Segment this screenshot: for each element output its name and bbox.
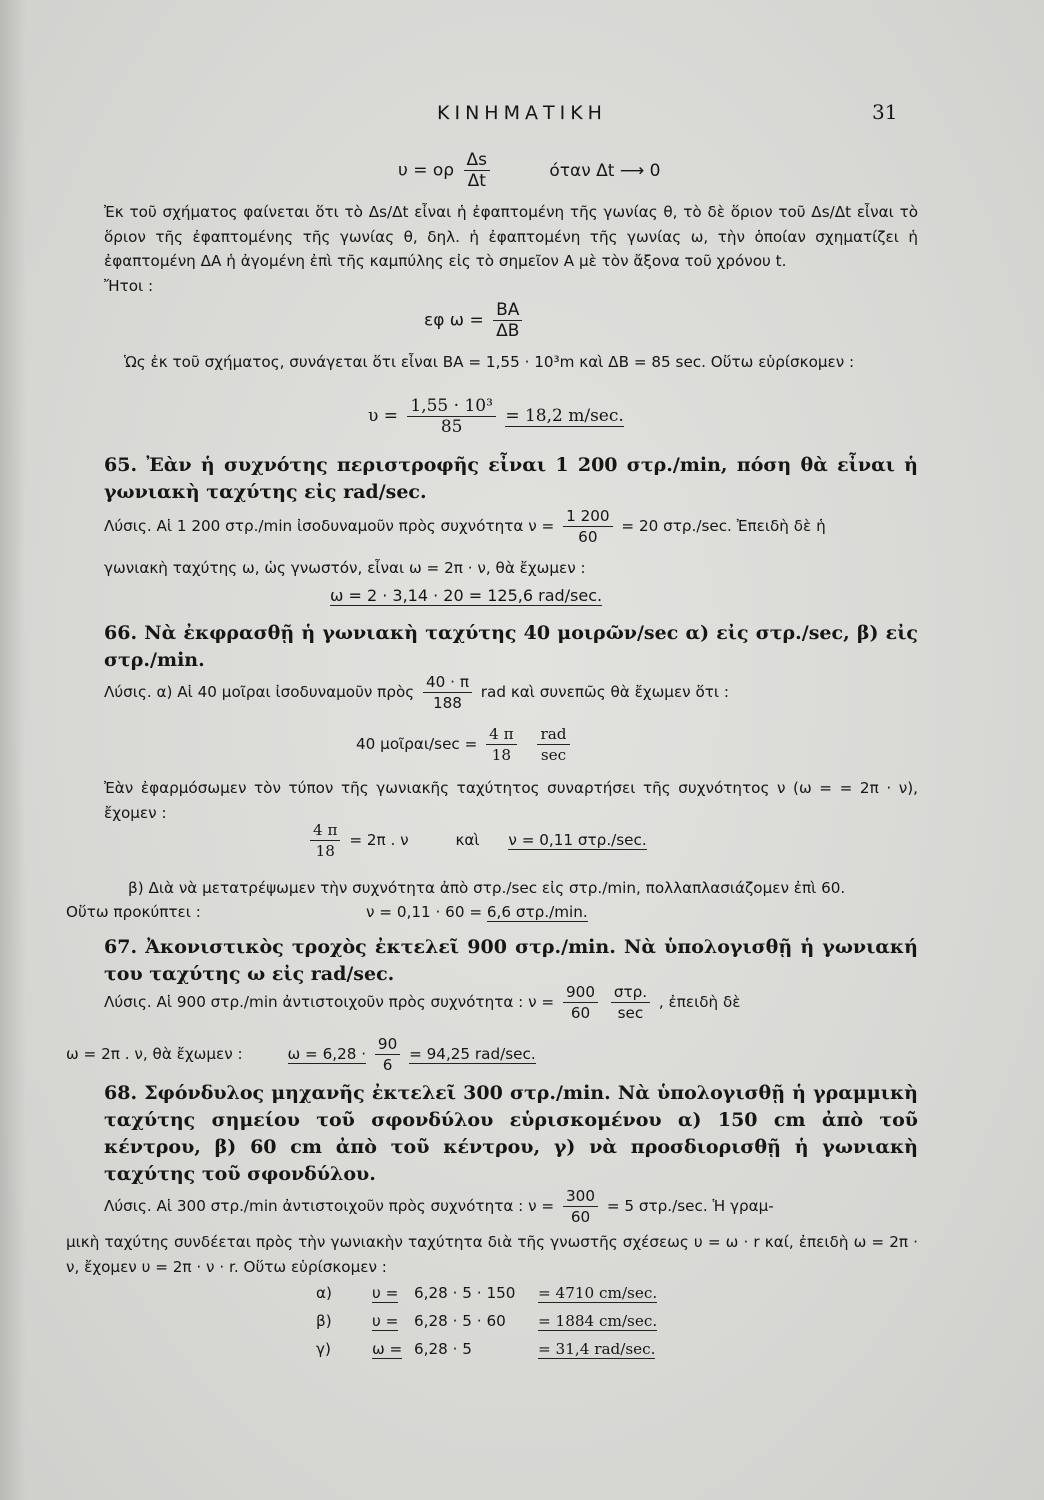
unit-numerator: στρ. bbox=[613, 983, 648, 1001]
problem-65-result: ω = 2 · 3,14 · 20 = 125,6 rad/sec. bbox=[330, 586, 603, 605]
fraction-numerator: 1 200 bbox=[566, 507, 610, 525]
result-lhs: ω = bbox=[372, 1340, 403, 1358]
fraction-numerator: 90 bbox=[377, 1035, 398, 1053]
paragraph-tangent: Ἐκ τοῦ σχήματος φαίνεται ὅτι τὸ Δs/Δt εἶναι ἡ ἐφαπτομένη τῆς γωνίας θ, τὸ δὲ ὅριον τοῦ Δs/Δt εἶναι τὸ ὅριον τῆς ἐφαπτομένης τῆς γωνίας θ, δηλ. ἡ ἐφαπτομένη τῆς γωνίας ω, τὴν ὁποίαν σχηματίζει ἡ ἐφαπτομένη ΔΑ ἡ ἀγομένη ἐπὶ τῆς καμπύλης εἰς τὸ σημεῖον Α μὲ τὸν ἄξονα τοῦ χρόνου t. bbox=[104, 203, 918, 270]
problem-65-title: 65. Ἐὰν ἡ συχνότης περιστροφῆς εἶναι 1 200 στρ./min, πόση θὰ εἶναι ἡ γωνιακὴ ταχύτης εἰς rad/sec. bbox=[104, 454, 918, 503]
problem-66-beta-text: β) Διὰ νὰ μετατρέψωμεν τὴν συχνότητα ἀπὸ στρ./sec εἰς στρ./min, πολλαπλασιάζομεν ἐπὶ 60. bbox=[128, 879, 846, 897]
angular-fraction bbox=[310, 820, 340, 861]
fraction-numerator: 1,55 · 10³ bbox=[410, 396, 493, 416]
problem-66-apply-formula: Ἐὰν ἐφαρμόσωμεν τὸν τύπον τῆς γωνιακῆς ταχύτητος συναρτήσει τῆς συχνότητος ν (ω = = 2π · ν), ἔχομεν : bbox=[104, 779, 918, 822]
unit-numerator: rad bbox=[540, 725, 567, 743]
problem-68-title: 68. Σφόνδυλος μηχανῆς ἐκτελεῖ 300 στρ./min. Νὰ ὑπολογισθῇ ἡ γραμμικὴ ταχύτης σημείου τοῦ σφονδύλου εὑρισκομένου α) 150 cm ἀπὸ τοῦ κέντρου, β) 60 cm ἀπὸ τοῦ κέντρου, γ) νὰ προσδιορισθῇ ἡ γωνιακὴ ταχύτης τοῦ σφονδύλου. bbox=[104, 1082, 918, 1185]
beta-expression: ν = 0,11 · 60 = bbox=[366, 903, 483, 921]
problem-66-beta-result bbox=[366, 900, 588, 925]
result-expression: 6,28 · 5 · 60 bbox=[414, 1312, 506, 1330]
fraction-numerator: ΒΑ bbox=[496, 300, 520, 320]
fraction-denominator: 85 bbox=[407, 416, 496, 437]
problem-68-solution-line bbox=[104, 1186, 774, 1227]
solution-text: Λύσις. Αἱ 300 στρ./min ἀντιστοιχοῦν πρὸς συχνότητα : ν = bbox=[104, 1197, 555, 1215]
fraction-denominator: 60 bbox=[563, 1206, 598, 1227]
frequency-fraction bbox=[563, 506, 612, 547]
page-edge-shadow bbox=[0, 0, 26, 1500]
problem-67-solution-line bbox=[104, 982, 741, 1023]
problem-66-solution-line bbox=[104, 672, 729, 713]
rev-per-sec-unit bbox=[611, 982, 650, 1023]
frequency-result: ν = 0,11 στρ./sec. bbox=[508, 831, 647, 849]
running-title: ΚΙΝΗΜΑΤΙΚΗ bbox=[437, 102, 607, 124]
fraction-numerator: 4 π bbox=[313, 821, 338, 839]
solution-text: Λύσις. Αἱ 900 στρ./min ἀντιστοιχοῦν πρὸς συχνότητα : ν = bbox=[104, 993, 555, 1011]
eq-lhs: υ = bbox=[368, 406, 398, 426]
result-expression: 6,28 · 5 · 150 bbox=[414, 1284, 516, 1302]
result-value: = 4710 cm/sec. bbox=[538, 1284, 658, 1302]
limit-condition: όταν Δt ⟶ 0 bbox=[549, 160, 661, 181]
velocity-result-equation bbox=[368, 396, 624, 437]
eq-middle: = 2π . ν bbox=[349, 831, 409, 849]
solution-text: = 5 στρ./sec. Ἡ γραμ- bbox=[606, 1197, 774, 1215]
problem-66-title: 66. Νὰ ἐκφρασθῇ ἡ γωνιακὴ ταχύτης 40 μοιρῶν/sec α) εἰς στρ./sec, β) εἰς στρ./min. bbox=[104, 622, 918, 671]
result-lhs: υ = bbox=[372, 1284, 399, 1302]
fraction-denominator: 60 bbox=[563, 526, 612, 547]
angular-velocity-result: = 94,25 rad/sec. bbox=[409, 1045, 536, 1063]
fraction-denominator: 6 bbox=[375, 1054, 400, 1075]
tangent-equation bbox=[424, 300, 526, 341]
velocity-result: = 18,2 m/sec. bbox=[505, 406, 624, 426]
fraction-denominator: 188 bbox=[423, 692, 472, 713]
ba-db-fraction bbox=[493, 300, 522, 341]
solution-text: Λύσις. α) Αἱ 40 μοῖραι ἰσοδυναμοῦν πρὸς bbox=[104, 683, 415, 701]
paragraph-itoi: Ἤτοι : bbox=[104, 277, 154, 295]
ninety-sixth-fraction bbox=[375, 1034, 400, 1075]
ds-dt-fraction bbox=[464, 150, 491, 191]
velocity-limit-equation bbox=[398, 150, 660, 191]
frequency-fraction bbox=[563, 982, 598, 1023]
degrees-fraction bbox=[423, 672, 472, 713]
problem-66-degrees-equation bbox=[356, 724, 574, 765]
unit-denominator: sec bbox=[537, 744, 569, 765]
problem-65-angular-line: γωνιακὴ ταχύτης ω, ὡς γνωστόν, εἶναι ω = 2π · ν, θὰ ἔχωμεν : bbox=[104, 559, 586, 577]
result-value: = 31,4 rad/sec. bbox=[538, 1340, 656, 1358]
solution-text: Λύσις. Αἱ 1 200 στρ./min ἰσοδυναμοῦν πρὸς συχνότητα ν = bbox=[104, 517, 555, 535]
solution-text: , ἐπειδὴ δὲ bbox=[658, 993, 741, 1011]
fraction-denominator: 18 bbox=[486, 744, 516, 765]
fraction-denominator: ΔΒ bbox=[493, 320, 522, 341]
result-lhs: υ = bbox=[372, 1312, 399, 1330]
eq-lhs: εφ ω = bbox=[424, 310, 484, 331]
eq-lhs: ω = 6,28 · bbox=[287, 1045, 367, 1063]
fraction-denominator: 60 bbox=[563, 1002, 598, 1023]
page-number: 31 bbox=[872, 100, 898, 124]
solution-text: ω = 2π . ν, θὰ ἔχωμεν : bbox=[66, 1045, 243, 1063]
velocity-fraction bbox=[407, 396, 496, 437]
frequency-fraction bbox=[563, 1186, 598, 1227]
unit-denominator: sec bbox=[611, 1002, 650, 1023]
eq-lhs: 40 μοῖραι/sec = bbox=[356, 735, 478, 753]
solution-text: rad καὶ συνεπῶς θὰ ἔχωμεν ὅτι : bbox=[480, 683, 729, 701]
rad-per-sec-unit bbox=[537, 724, 569, 765]
result-label: α) bbox=[316, 1284, 332, 1302]
problem-65-solution-line bbox=[104, 506, 826, 547]
paragraph-figure-values: Ὡς ἐκ τοῦ σχήματος, συνάγεται ὅτι εἶναι ΒΑ = 1,55 · 10³m καὶ ΔΒ = 85 sec. Οὕτω εὑρίσκομεν : bbox=[124, 353, 855, 371]
conjunction: καὶ bbox=[455, 831, 480, 849]
solution-text: = 20 στρ./sec. Ἐπειδὴ δὲ ἡ bbox=[621, 517, 826, 535]
fraction-numerator: 40 · π bbox=[426, 673, 469, 691]
fraction-numerator: 900 bbox=[566, 983, 595, 1001]
fraction-denominator: 18 bbox=[310, 840, 340, 861]
fraction-numerator: 4 π bbox=[489, 725, 514, 743]
problem-66-beta-line: Οὕτω προκύπτει : bbox=[66, 903, 201, 921]
beta-result: 6,6 στρ./min. bbox=[486, 903, 588, 921]
result-label: γ) bbox=[316, 1340, 331, 1358]
problem-67-title: 67. Ἀκονιστικὸς τροχὸς ἐκτελεῖ 900 στρ./min. Νὰ ὑπολογισθῇ ἡ γωνιακή του ταχύτης ω εἰς rad/sec. bbox=[104, 936, 918, 985]
problem-68-relation-text: μικὴ ταχύτης συνδέεται πρὸς τὴν γωνιακὴν ταχύτητα διὰ τῆς γνωστῆς σχέσεως υ = ω · r καί, ἐπειδὴ ω = 2π · ν, ἔχομεν υ = 2π · ν · r. Οὕτω εὑρίσκομεν : bbox=[66, 1233, 918, 1276]
eq-lhs: υ = ορ bbox=[398, 160, 455, 181]
problem-67-result-line bbox=[66, 1034, 536, 1075]
result-expression: 6,28 · 5 bbox=[414, 1340, 472, 1358]
fraction-numerator: 300 bbox=[566, 1187, 595, 1205]
fraction-denominator: Δt bbox=[464, 170, 491, 191]
result-value: = 1884 cm/sec. bbox=[538, 1312, 658, 1330]
radians-fraction bbox=[486, 724, 516, 765]
result-label: β) bbox=[316, 1312, 332, 1330]
problem-66-frequency-equation bbox=[306, 820, 647, 861]
fraction-numerator: Δs bbox=[466, 150, 487, 170]
